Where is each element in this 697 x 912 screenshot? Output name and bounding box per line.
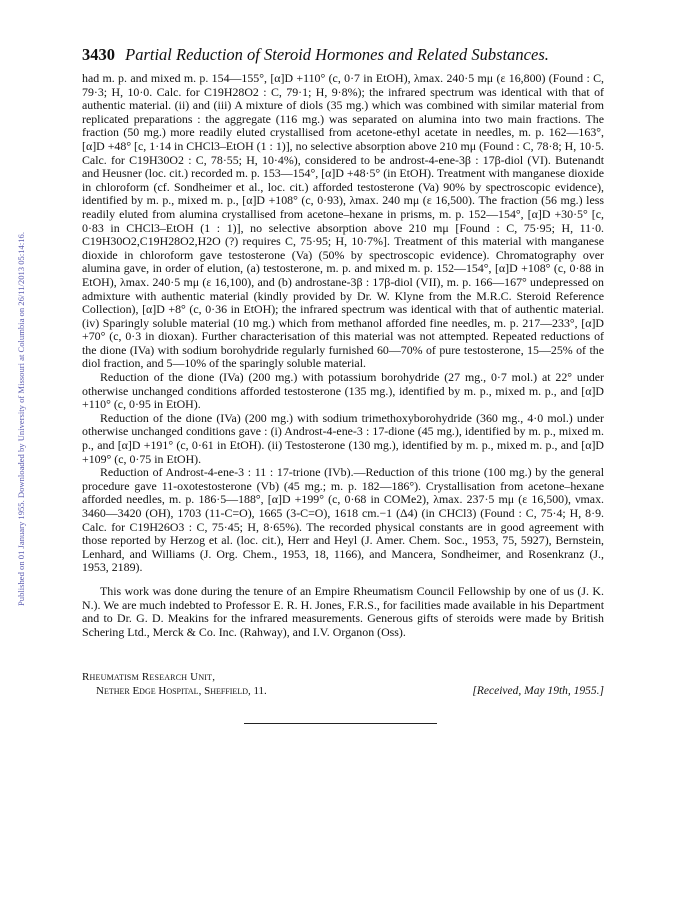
side-note-text: Published on 01 January 1955. Downloaded by University of Missouri at Columbia on 26/11/2013 05:14:16. [16, 232, 26, 606]
paragraph-trimethoxyborohydride: Reduction of the dione (IVa) (200 mg.) with sodium trimethoxyborohydride (360 mg., 4·0 mol.) under otherwise unchanged conditions gave : (i) Androst-4-ene-3 : 17-dione (45 mg.), identified by m. p., mixed m. p., and [α]D +191° (c, 0·61 in EtOH). (ii) Testosterone (130 mg.), identified by m. p., mixed m. p., and [α]D +109° (c, 0·75 in EtOH). [82, 410, 604, 466]
page-header [82, 45, 602, 67]
paragraph-potassium-borohydride: Reduction of the dione (IVa) (200 mg.) with potassium borohydride (27 mg., 0·7 mol.) at 22° under otherwise unchanged conditions afforded testosterone (135 mg.), identified by m. p., mixed m. p., and [α]D +110° (c, 0·95 in EtOH). [82, 370, 604, 412]
research-unit: Rheumatism Research Unit, [82, 671, 216, 683]
acknowledgements: This work was done during the tenure of an Empire Rheumatism Council Fellowship by one of us (J. K. N.). We are much indebted to Professor E. R. H. Jones, F.R.S., for facilities made available in his Department and to Dr. G. D. Meakins for the infrared measurements. Generous gifts of steroids were made by British Schering Ltd., Merck & Co. Inc. (Rahway), and I.V. Organon (Oss). [82, 583, 604, 639]
paragraph-trione-reduction: Reduction of Androst-4-ene-3 : 11 : 17-trione (IVb).—Reduction of this trione (100 mg.) by the general procedure gave 11-oxotestosterone (Vb) (45 mg.; m. p. 182—186°). Crystallisation from acetone–hexane afforded needles, m. p. 186·5—188°, [α]D +199° (c, 0·68 in COMe2), λmax. 237·5 mμ (ε 16,500), νmax. 3460—3420 (OH), 1703 (11-C=O), 1665 (3-C=O), 1618 cm.−1 (Δ4) (in CHCl3) (Found : C, 75·4; H, 8·9. Calc. for C19H26O3 : C, 75·45; H, 8·65%). The recorded physical constants are in good agreement with those reported by Herzog et al. (loc. cit.), Herr and Heyl (J. Amer. Chem. Soc., 1953, 75, 5927), Bernstein, Lenhard, and Williams (J. Org. Chem., 1953, 18, 1166), and Mancera, Sondheimer, and Rosenkranz (J., 1953, 2189). [82, 465, 604, 575]
hospital-address: Nether Edge Hospital, Sheffield, 11. [96, 684, 267, 697]
paragraph-continued: had m. p. and mixed m. p. 154—155°, [α]D +110° (c, 0·7 in EtOH), λmax. 240·5 mμ (ε 16,800) (Found : C, 79·3; H, 10·0. Calc. for C19H28O2 : C, 79·1; H, 9·8%); the infrared spectrum was identical with that of authentic material. (ii) and (iii) A mixture of diols (35 mg.) which was combined with similar material from replicated preparations : the aggregate (116 mg.) was separated on alumina into two main fractions. The fraction (50 mg.) more readily eluted crystallised from acetone-ethyl acetate in needles, m. p. 162—163°, [α]D +48° [c, 1·14 in CHCl3–EtOH (1 : 1)], no selective absorption above 210 mμ (Found : C, 78·8; H, 10·5. Calc. for C19H30O2 : C, 78·55; H, 10·4%), considered to be androst-4-ene-3β : 17β-diol (VI). Butenandt and Heusner (loc. cit.) recorded m. p. 153—154°, [α]D +48·5° (in EtOH). Treatment with manganese dioxide in chloroform (cf. Sondheimer et al., loc. cit.) afforded testosterone (Va) 90% by spectroscopic evidence), identified by m. p., mixed m. p., [α]D +108° (c, 0·93), λmax. 240 mμ (ε 16,500). The fraction (56 mg.) less readily eluted from alumina crystallised from acetone–hexane in prisms, m. p. 152—154°, [α]D +30·5° [c, 0·83 in CHCl3–EtOH (1 : 1)], no selective absorption above 210 mμ [Found : C, 75·95; H, 11·0. C19H30O2,C19H28O2,H2O (?) requires C, 75·95; H, 10·7%]. Treatment of this material with manganese dioxide in chloroform gave testosterone (Va) (50% by spectroscopic evidence). Chromatography over alumina gave, in order of elution, (a) testosterone, m. p. and mixed m. p. 152—154°, [α]D +108° (c, 0·88 in EtOH), λmax. 240·5 mμ (ε 16,100), and (b) androstane-3β : 17β-diol (VII), m. p. 166—167° undepressed on admixture with authentic material (kindly provided by Dr. W. Klyne from the M.R.C. Steroid Reference Collection), [α]D +8° (c, 0·36 in EtOH); the infrared spectrum was identical with that of authentic material. (iv) Sparingly soluble material (10 mg.) which from methanol afforded fine needles, m. p. 217—233°, [α]D +70° (c, 0·3 in dioxan). Further characterisation of this material was not attempted. Repeated reductions of the dione (IVa) with sodium borohydride regularly furnished 60—70% of pure testosterone, 15—25% of the diol fraction, and 5—10% of the sparingly soluble material. [82, 71, 604, 371]
running-title: Partial Reduction of Steroid Hormones and Related Substances. [125, 45, 549, 64]
received-date: [Received, May 19th, 1955.] [472, 684, 604, 697]
end-rule [244, 723, 437, 724]
page-number: 3430 [82, 45, 115, 64]
download-side-note [4, 110, 26, 610]
affiliation-block [82, 671, 604, 698]
article-body [82, 72, 604, 639]
